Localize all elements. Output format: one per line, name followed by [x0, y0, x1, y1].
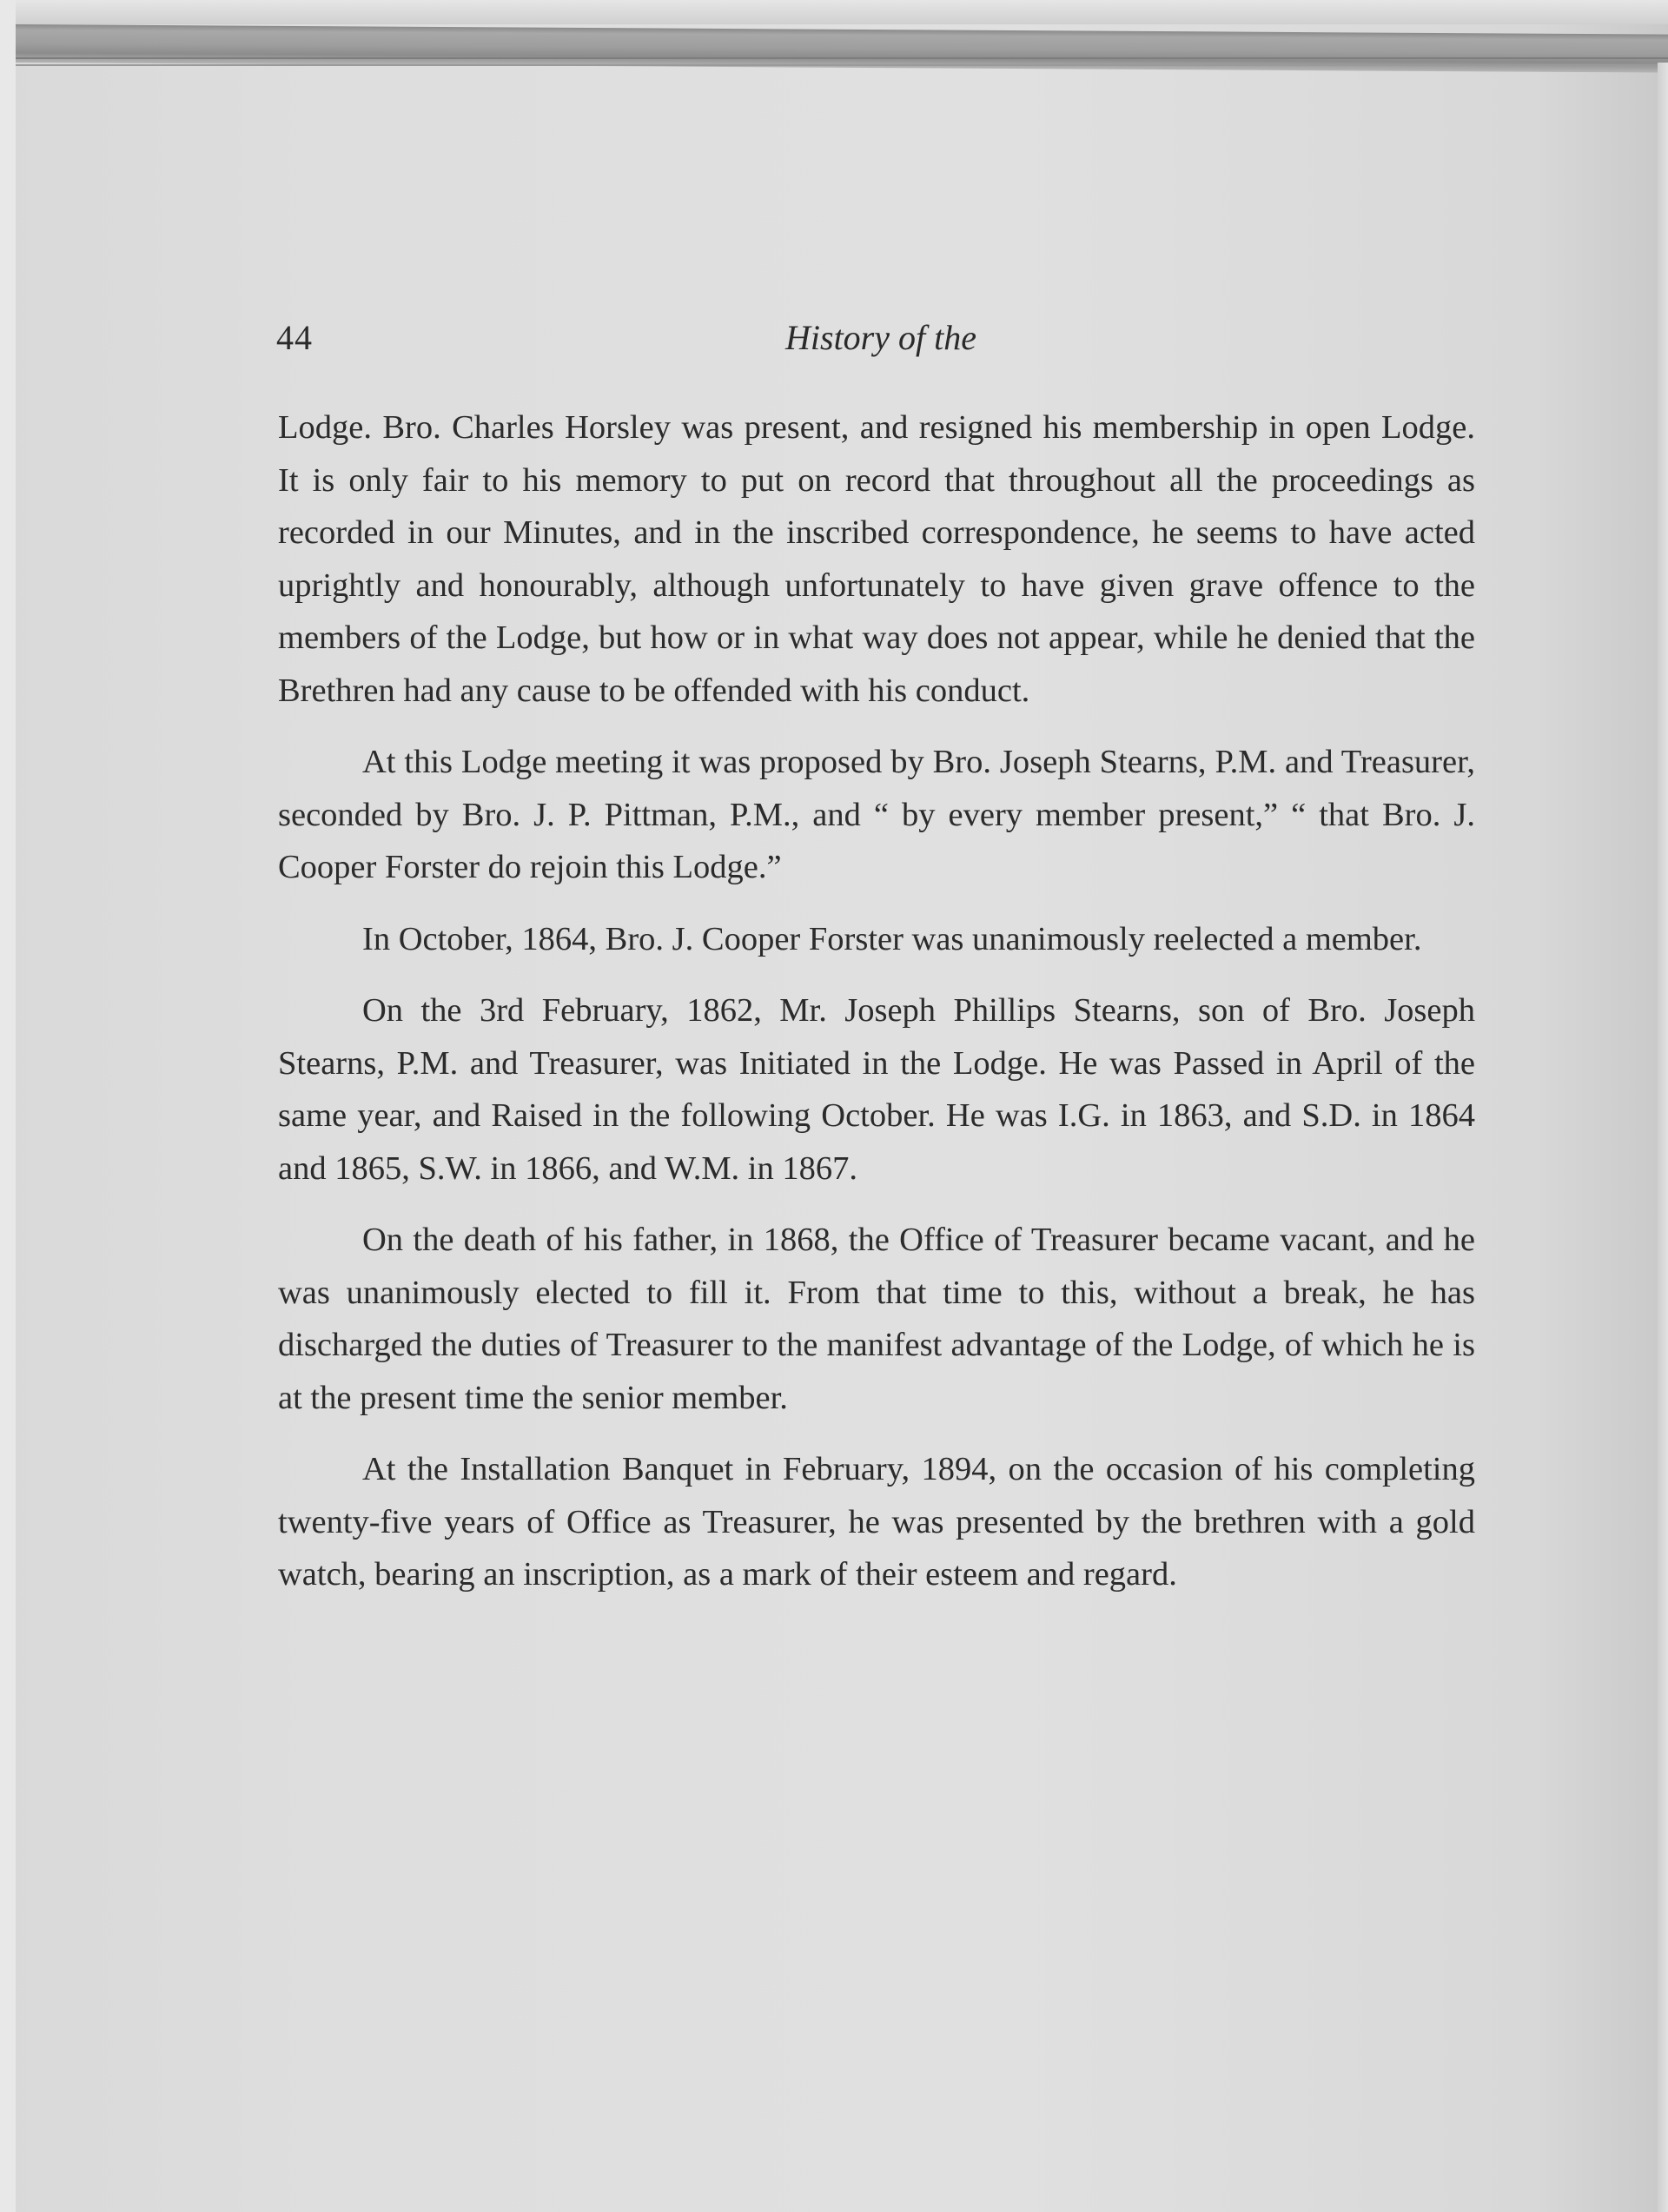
page-edge-shadow — [1658, 63, 1668, 2212]
scan-left-margin — [0, 0, 16, 2212]
page-header — [276, 317, 1486, 369]
binding-line — [16, 57, 1668, 59]
paragraph: On the death of his father, in 1868, the Office of Treasurer became vacant, and he was unanimously elected to fill it. From that time to this, without a break, he has discharged the duties of Treasurer to the manifest advantage of the Lodge, of which he is at the present time the senior member. — [278, 1222, 1475, 1416]
body-text — [278, 401, 1475, 1620]
paragraph: Lodge. Bro. Charles Horsley was present, and resigned his membership in open Lodge. It is only fair to his memory to put on record that throughout all the proceedings as recorded in our Minutes, and in the inscribed correspondence, he seems to have acted uprightly and honourably, although unfortunately to have given grave offence to the members of the Lodge, but how or in what way does not appear, while he denied that the Brethren had any cause to be offended with his conduct. — [278, 409, 1475, 709]
paragraph: At the Installation Banquet in February, 1894, on the occasion of his completing twenty-five years of Office as Treasurer, he was presented by the brethren with a gold watch, bearing an inscription, as a mark of their esteem and regard. — [278, 1451, 1475, 1593]
paragraph: In October, 1864, Bro. J. Cooper Forster was unanimously reelected a member. — [362, 920, 1422, 957]
binding-line — [16, 64, 1668, 66]
paragraph: At this Lodge meeting it was proposed by Bro. Joseph Stearns, P.M. and Treasurer, seconded by Bro. J. P. Pittman, P.M., and “ by every member present,” “ that Bro. J. Cooper Forster do rejoin this Lodge.” — [278, 744, 1475, 885]
page-number: 44 — [276, 318, 313, 357]
paragraph: On the 3rd February, 1862, Mr. Joseph Phillips Stearns, son of Bro. Joseph Stearns, P.M. and Treasurer, was Initiated in the Lodge. He was Passed in April of the same year, and Raised in the following October. He was I.G. in 1863, and S.D. in 1864 and 1865, S.W. in 1866, and W.M. in 1867. — [278, 992, 1475, 1187]
running-head: History of the — [785, 318, 976, 357]
scan-top-margin — [16, 0, 1668, 24]
